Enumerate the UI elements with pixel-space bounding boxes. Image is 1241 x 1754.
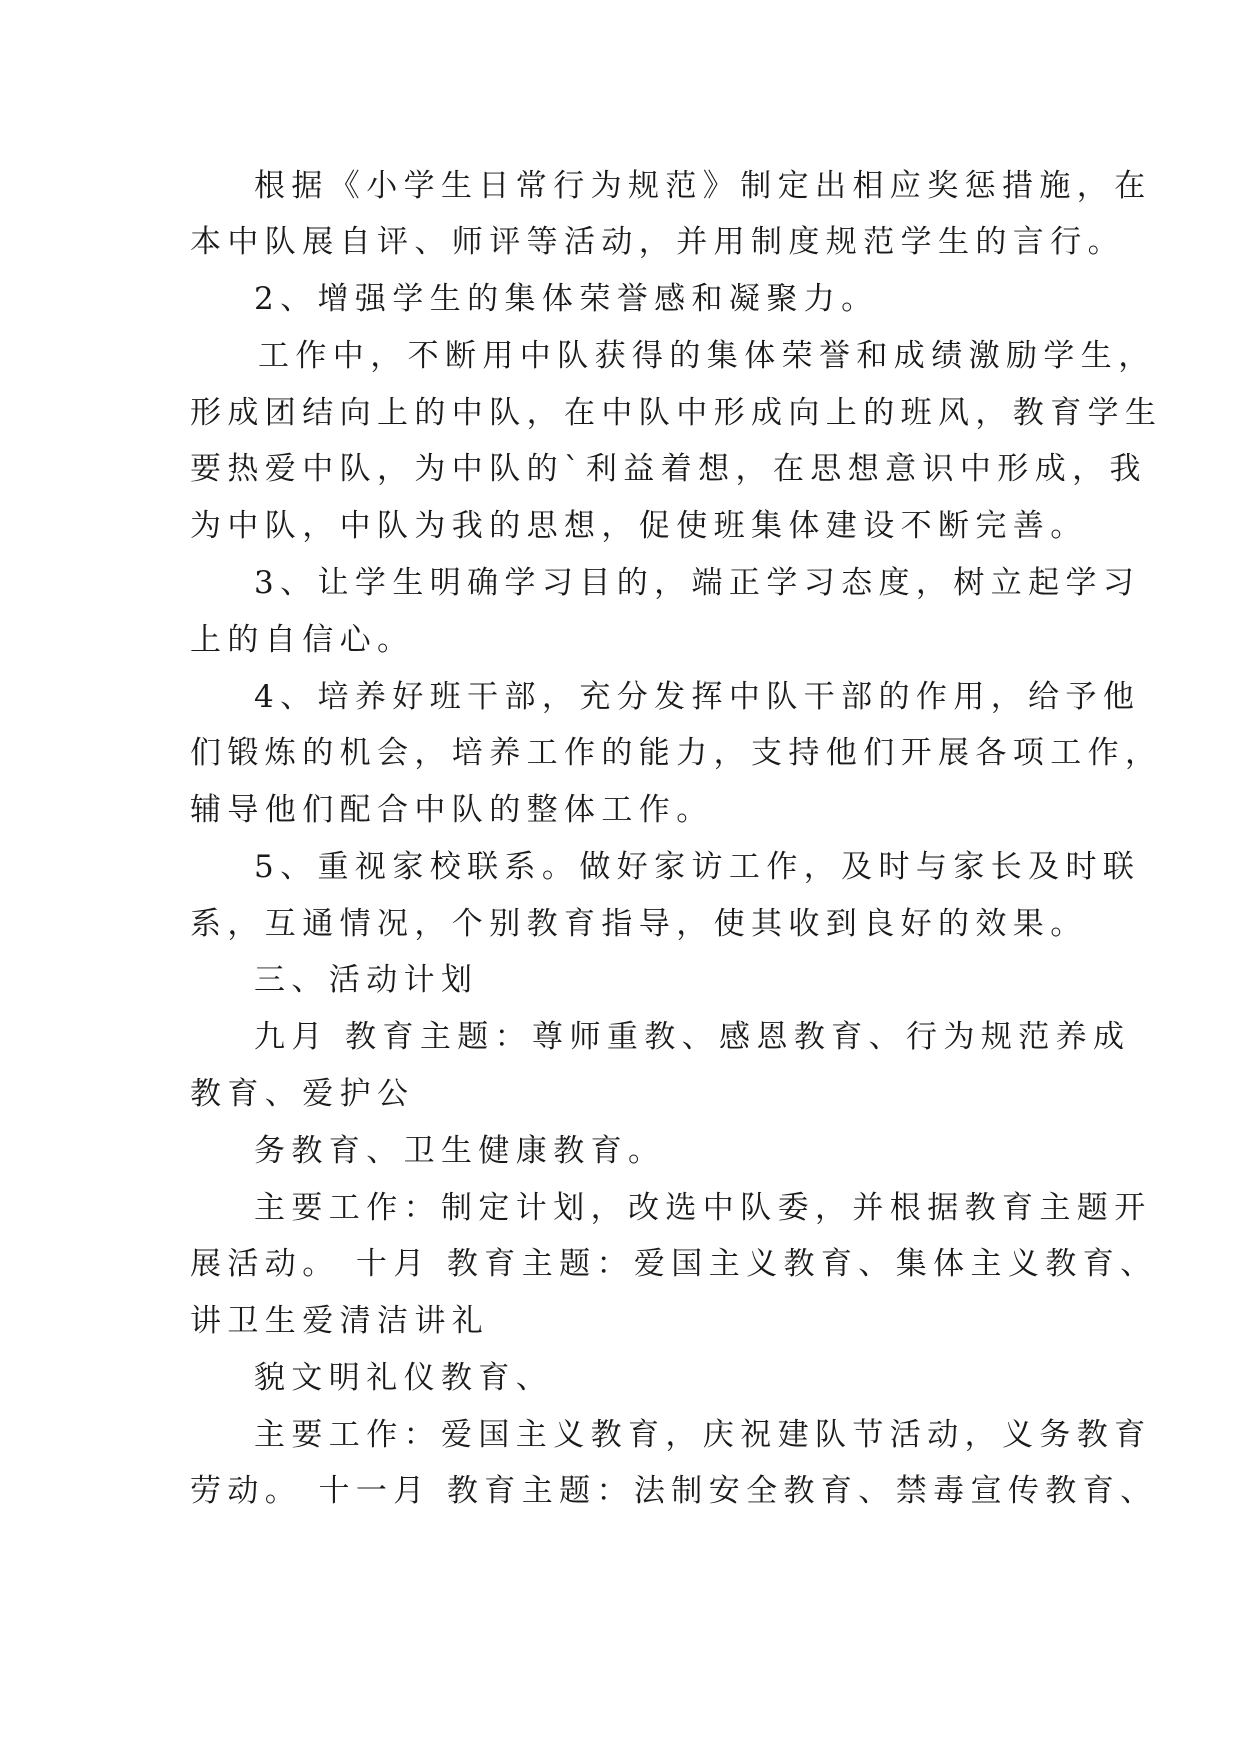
text-line: 主要工作：制定计划，改选中队委，并根据教育主题开	[254, 1190, 1152, 1226]
text-line: 教育、爱护公	[190, 1076, 415, 1112]
text-line: 要热爱中队，为中队的`利益着想，在思想意识中形成，我	[190, 451, 1147, 487]
text-line: 2、增强学生的集体荣誉感和凝聚力。	[254, 281, 879, 317]
text-line: 劳动。 十一月 教育主题：法制安全教育、禁毒宣传教育、	[190, 1473, 1158, 1509]
text-line: 们锻炼的机会，培养工作的能力，支持他们开展各项工作，	[190, 735, 1163, 771]
text-line: 九月 教育主题：尊师重教、感恩教育、行为规范养成	[254, 1019, 1131, 1055]
text-line: 3、让学生明确学习目的，端正学习态度，树立起学习	[254, 565, 1141, 601]
text-line: 根据《小学生日常行为规范》制定出相应奖惩措施，在	[254, 168, 1152, 204]
text-line: 本中队展自评、师评等活动，并用制度规范学生的言行。	[190, 224, 1125, 260]
section-heading: 三、活动计划	[254, 962, 479, 998]
text-line: 主要工作：爱国主义教育，庆祝建队节活动，义务教育	[254, 1417, 1152, 1453]
text-line: 系，互通情况，个别教育指导，使其收到良好的效果。	[190, 906, 1088, 942]
text-line: 展活动。 十月 教育主题：爱国主义教育、集体主义教育、	[190, 1246, 1158, 1282]
text-line: 4、培养好班干部，充分发挥中队干部的作用，给予他	[254, 679, 1141, 715]
text-line: 上的自信心。	[190, 622, 415, 658]
text-line: 务教育、卫生健康教育。	[254, 1133, 666, 1169]
text-line: 辅导他们配合中队的整体工作。	[190, 792, 714, 828]
text-line: 形成团结向上的中队，在中队中形成向上的班风，教育学生	[190, 395, 1163, 431]
text-line: 5、重视家校联系。做好家访工作，及时与家长及时联	[254, 849, 1141, 885]
text-line: 工作中，不断用中队获得的集体荣誉和成绩激励学生，	[258, 338, 1156, 374]
text-line: 为中队，中队为我的思想，促使班集体建设不断完善。	[190, 508, 1088, 544]
text-line: 讲卫生爱清洁讲礼	[190, 1303, 490, 1339]
text-line: 貌文明礼仪教育、	[254, 1360, 554, 1396]
